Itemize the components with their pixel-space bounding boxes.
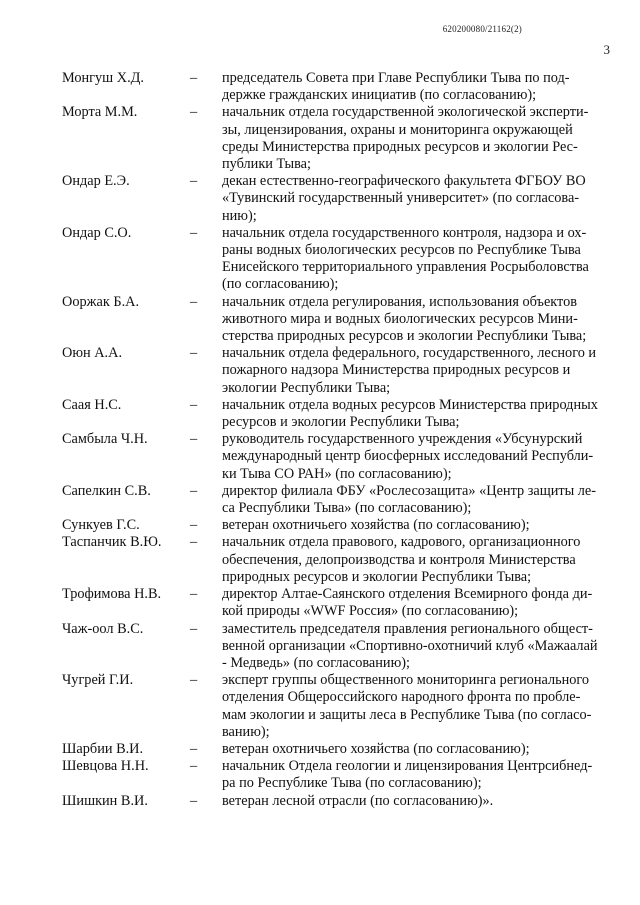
- position-line: венной организации «Спортивно-охотничий клуб «Мажаалай: [222, 637, 598, 654]
- member-row: [0, 483, 640, 517]
- member-list: [0, 70, 640, 810]
- member-position: [222, 104, 620, 173]
- position-line: ветеран охотничьего хозяйства (по согласованию);: [222, 517, 530, 534]
- member-position: [222, 397, 620, 431]
- position-line: директор филиала ФБУ «Рослесозащита» «Центр защиты ле-: [222, 482, 597, 499]
- position-line: природных ресурсов и экологии Республики Тыва;: [222, 568, 532, 585]
- position-line: публики Тыва;: [222, 156, 311, 173]
- member-row: [0, 225, 640, 294]
- position-line: нию);: [222, 207, 257, 224]
- position-line: ресурсов и экологии Республики Тыва;: [222, 414, 460, 431]
- member-name: Таспанчик В.Ю.: [62, 534, 162, 551]
- position-line: международный центр биосферных исследований Республи-: [222, 448, 594, 465]
- dash-separator: –: [190, 396, 198, 413]
- member-name: Морта М.М.: [62, 104, 138, 121]
- member-position: [222, 345, 620, 397]
- position-line: среды Министерства природных ресурсов и экологии Рес-: [222, 138, 578, 155]
- dash-separator: –: [190, 517, 198, 534]
- position-line: животного мира и водных биологических ресурсов Мини-: [222, 310, 578, 327]
- position-line: заместитель председателя правления регионального общест-: [222, 620, 593, 637]
- page-number: 3: [603, 42, 610, 57]
- document-code: 620200080/21162(2): [442, 24, 522, 34]
- member-position: [222, 173, 620, 225]
- position-line: председатель Совета при Главе Республики Тыва по под-: [222, 70, 570, 86]
- dash-separator: –: [190, 104, 198, 121]
- member-row: [0, 741, 640, 758]
- position-line: Енисейского территориального управления Росрыболовства: [222, 259, 589, 276]
- position-line: отделения Общероссийского народного фронта по пробле-: [222, 689, 581, 706]
- member-position: [222, 225, 620, 294]
- position-line: держке гражданских инициатив (по согласованию);: [222, 87, 537, 104]
- position-line: ветеран лесной отрасли (по согласованию)».: [222, 792, 494, 809]
- member-position: [222, 758, 620, 792]
- member-name: Самбыла Ч.Н.: [62, 431, 148, 448]
- member-row: [0, 431, 640, 483]
- member-name: Шишкин В.И.: [62, 792, 148, 809]
- position-line: декан естественно-географического факультета ФГБОУ ВО: [222, 173, 586, 190]
- position-line: начальник отдела государственной экологической эксперти-: [222, 104, 589, 121]
- member-name: Сапелкин С.В.: [62, 482, 151, 499]
- dash-separator: –: [190, 173, 198, 190]
- position-line: стерства природных ресурсов и экологии Республики Тыва;: [222, 328, 587, 345]
- member-row: [0, 586, 640, 620]
- member-name: Шевцова Н.Н.: [62, 758, 149, 775]
- position-line: (по согласованию);: [222, 276, 339, 293]
- position-line: зы, лицензирования, охраны и мониторинга окружающей: [222, 121, 573, 138]
- member-position: [222, 534, 620, 586]
- member-position: [222, 672, 620, 741]
- member-row: [0, 793, 640, 810]
- position-line: начальник Отдела геологии и лицензирования Центрсибнед-: [222, 758, 593, 775]
- member-name: Ондар С.О.: [62, 224, 132, 241]
- position-line: кой природы «WWF Россия» (по согласованию);: [222, 603, 519, 620]
- member-row: [0, 173, 640, 225]
- member-position: [222, 621, 620, 673]
- member-position: [222, 431, 620, 483]
- dash-separator: –: [190, 740, 198, 757]
- position-line: «Тувинский государственный университет» (по согласова-: [222, 190, 580, 207]
- position-line: ки Тыва СО РАН» (по согласованию);: [222, 465, 452, 482]
- position-line: обеспечения, делопроизводства и контроля Министерства: [222, 551, 576, 568]
- member-row: [0, 345, 640, 397]
- member-name: Шарбии В.И.: [62, 740, 144, 757]
- position-line: директор Алтае-Саянского отделения Всемирного фонда ди-: [222, 586, 593, 603]
- position-line: начальник отдела регулирования, использования объектов: [222, 293, 578, 310]
- dash-separator: –: [190, 534, 198, 551]
- member-row: [0, 534, 640, 586]
- dash-separator: –: [190, 758, 198, 775]
- member-row: [0, 517, 640, 534]
- member-name: Трофимова Н.В.: [62, 586, 162, 603]
- member-name: Саая Н.С.: [62, 396, 122, 413]
- dash-separator: –: [190, 293, 198, 310]
- position-line: ванию);: [222, 723, 270, 740]
- position-line: начальник отдела государственного контроля, надзора и ох-: [222, 224, 587, 241]
- dash-separator: –: [190, 431, 198, 448]
- position-line: руководитель государственного учреждения «Убсунурский: [222, 431, 583, 448]
- dash-separator: –: [190, 672, 198, 689]
- dash-separator: –: [190, 792, 198, 809]
- member-row: [0, 294, 640, 346]
- member-row: [0, 621, 640, 673]
- member-name: Ондар Е.Э.: [62, 173, 130, 190]
- dash-separator: –: [190, 224, 198, 241]
- member-row: [0, 672, 640, 741]
- position-line: пожарного надзора Министерства природных ресурсов и: [222, 362, 571, 379]
- member-name: Сункуев Г.С.: [62, 517, 140, 534]
- member-row: [0, 70, 640, 104]
- position-line: начальник отдела правового, кадрового, организационного: [222, 534, 581, 551]
- member-position: [222, 586, 620, 620]
- position-line: ветеран охотничьего хозяйства (по согласованию);: [222, 740, 530, 757]
- dash-separator: –: [190, 345, 198, 362]
- member-position: [222, 517, 620, 534]
- position-line: мам экологии и защиты леса в Республике Тыва (по согласо-: [222, 706, 592, 723]
- member-row: [0, 397, 640, 431]
- position-line: экологии Республики Тыва;: [222, 379, 391, 396]
- member-position: [222, 793, 620, 810]
- member-name: Оюн А.А.: [62, 345, 123, 362]
- position-line: - Медведь» (по согласованию);: [222, 654, 410, 671]
- dash-separator: –: [190, 620, 198, 637]
- member-position: [222, 294, 620, 346]
- member-row: [0, 104, 640, 173]
- member-position: [222, 483, 620, 517]
- position-line: ра по Республике Тыва (по согласованию);: [222, 775, 482, 792]
- position-line: са Республики Тыва» (по согласованию);: [222, 500, 472, 517]
- dash-separator: –: [190, 70, 198, 86]
- member-name: Ооржак Б.А.: [62, 293, 140, 310]
- position-line: раны водных биологических ресурсов по Республике Тыва: [222, 242, 581, 259]
- member-row: [0, 758, 640, 792]
- position-line: начальник отдела федерального, государственного, лесного и: [222, 345, 597, 362]
- dash-separator: –: [190, 586, 198, 603]
- position-line: начальник отдела водных ресурсов Министерства природных: [222, 396, 598, 413]
- member-name: Чаж-оол В.С.: [62, 620, 144, 637]
- dash-separator: –: [190, 482, 198, 499]
- member-position: [222, 741, 620, 758]
- member-position: [222, 70, 620, 104]
- member-name: Чугрей Г.И.: [62, 672, 134, 689]
- position-line: эксперт группы общественного мониторинга регионального: [222, 672, 590, 689]
- member-name: Монгуш Х.Д.: [62, 70, 144, 86]
